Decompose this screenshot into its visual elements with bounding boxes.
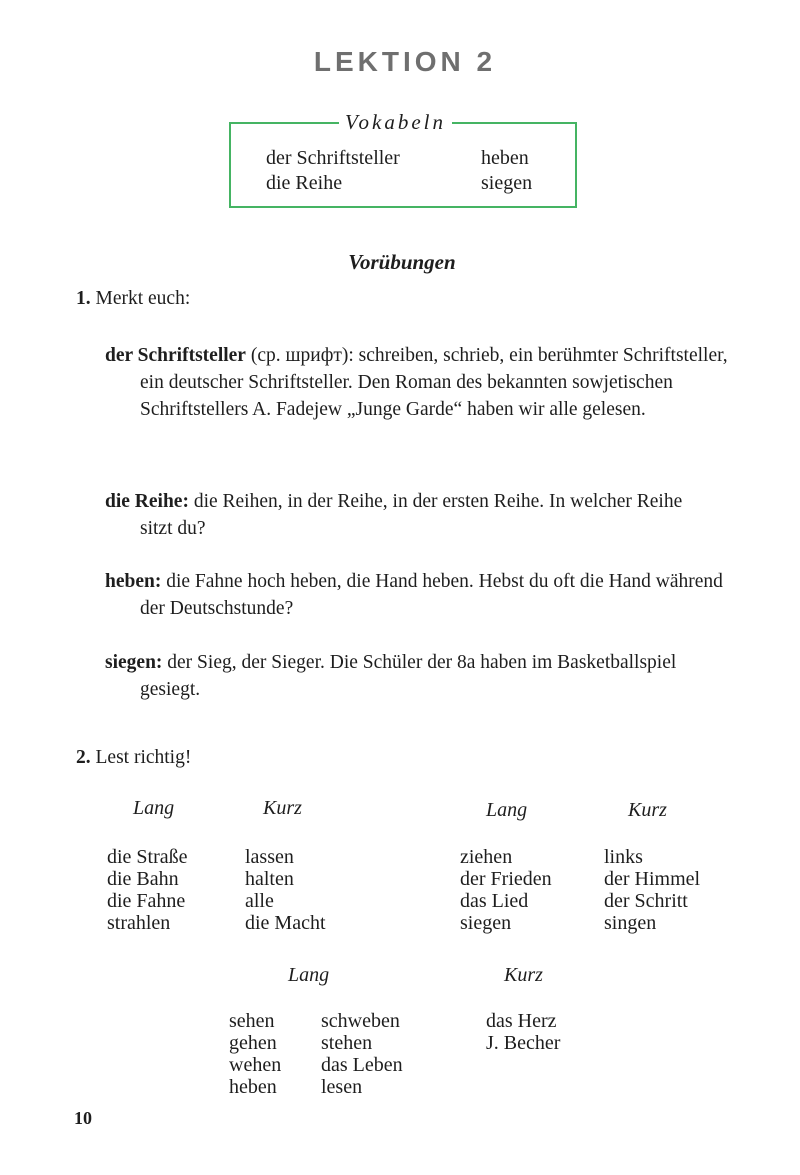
entry-text: der Sieg, der Sieger. Die Schüler der 8a haben im Basketballspiel gesiegt. [140,652,677,700]
vocabulary-legend: Vokabeln [339,110,452,135]
word: das Lied [460,890,529,912]
vocabulary-word: die Reihe [266,172,343,194]
word-list-group3-short [486,1010,560,1054]
word: wehen [229,1054,282,1076]
entry-note: (ср. шрифт): [250,345,354,366]
word: halten [245,868,294,890]
word-list-group2-long [460,846,552,934]
word: lesen [321,1076,363,1098]
entry-reihe [105,488,715,542]
word: der Himmel [604,868,701,890]
entry-term: heben: [105,571,162,592]
word: das Herz [486,1010,557,1032]
word: der Frieden [460,868,552,890]
entry-siegen [105,649,705,703]
column-header-long: Lang [133,797,175,819]
word: schweben [321,1010,400,1032]
word: lassen [245,846,294,868]
word: heben [229,1076,277,1098]
word: J. Becher [486,1032,561,1054]
entry-term: der Schriftsteller [105,345,246,366]
word: die Fahne [107,890,186,912]
exercise-2-heading [76,744,191,771]
word: strahlen [107,912,171,934]
vocabulary-word: siegen [481,172,533,194]
exercise-number: 1. [76,288,91,309]
word: die Bahn [107,868,179,890]
entry-text: schreiben, schrieb, ein berühmter Schriftsteller, ein deutscher Schriftsteller. Den Roman des bekannten sowjetischen Schriftstellers A. Fadejew „Junge Garde“ haben wir alle gelesen. [140,345,728,420]
entry-term: die Reihe: [105,491,189,512]
word-list-group3-long-a [229,1010,281,1098]
word: sehen [229,1010,275,1032]
column-header-short: Kurz [504,964,543,986]
vocabulary-word: heben [481,147,529,169]
page-title: LEKTION 2 [313,46,497,77]
entry-schriftsteller [105,342,730,423]
column-header-long: Lang [486,799,528,821]
word: alle [245,890,274,912]
exercise-instruction: Lest richtig! [95,747,192,768]
entry-term: siegen: [105,652,163,673]
exercise-number: 2. [76,747,91,768]
word-list-group1-short [245,846,326,934]
page-number: 10 [74,1108,92,1128]
vocabulary-column-right [481,146,532,196]
vocabulary-word: der Schriftsteller [266,147,400,169]
entry-text: die Fahne hoch heben, die Hand heben. Hebst du oft die Hand während der Deutschstunde? [140,571,723,619]
word: siegen [460,912,512,934]
column-header-short: Kurz [263,797,302,819]
word-list-group3-long-b [321,1010,403,1098]
word-list-group1-long [107,846,188,934]
word: gehen [229,1032,277,1054]
section-subtitle: Vorübungen [348,250,456,274]
entry-heben [105,568,730,622]
column-header-short: Kurz [628,799,667,821]
word-list-group2-short [604,846,700,934]
vocabulary-box [229,110,577,208]
entry-text: die Reihen, in der Reihe, in der ersten Reihe. In welcher Reihe sitzt du? [140,491,683,539]
word: der Schritt [604,890,688,912]
word: links [604,846,643,868]
vocabulary-column-left [266,146,400,196]
word: stehen [321,1032,373,1054]
exercise-instruction: Merkt euch: [95,288,191,309]
word: das Leben [321,1054,403,1076]
exercise-1-heading [76,285,190,312]
word: singen [604,912,657,934]
word: die Straße [107,846,188,868]
word: die Macht [245,912,326,934]
word: ziehen [460,846,513,868]
column-header-long: Lang [288,964,330,986]
